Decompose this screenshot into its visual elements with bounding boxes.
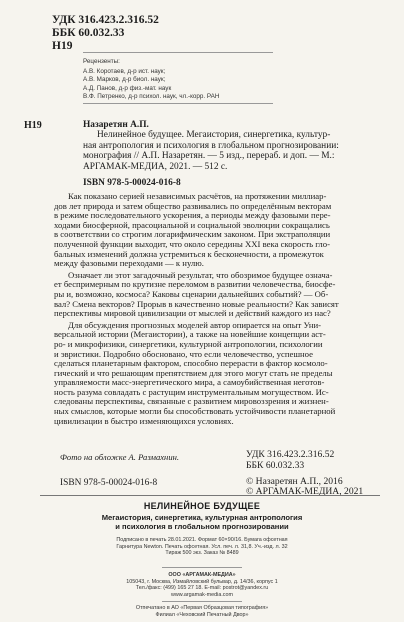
- annotation-line: Как показано серией независимых расчётов, на протяжении миллиар-: [68, 191, 327, 201]
- annotation-line: полученной функции выходит, что около середины XXI века скорость гло-: [54, 238, 330, 249]
- annotation-paragraph: [54, 271, 380, 319]
- print-details: [0, 537, 404, 557]
- annotation-line: версальной истории (Мегаистории), а также на новейшие концепции аст-: [54, 329, 326, 340]
- biblio-line: Нелинейное будущее. Мегаистория, синергетика, культур-: [97, 130, 331, 141]
- annotation-line: дов лет природа и затем общество развивались по определённым векторам: [54, 200, 332, 211]
- annotation-paragraph: [54, 321, 380, 427]
- cover-photo-credit: Фото на обложке А. Размахнин.: [60, 452, 180, 462]
- annotation-line: в режиме последовательного ускорения, а периоды между фазовыми пере-: [54, 210, 331, 221]
- annotation-line: перспективы мировой цивилизации от мыслей и действий каждого из нас?: [54, 308, 331, 319]
- edition-subtitle-line: Мегаистория, синергетика, культурная антропология: [101, 513, 303, 522]
- printer-line: Отпечатано в АО «Первая Образцовая типография»: [135, 605, 269, 611]
- annotation: [54, 192, 380, 428]
- reviewers-block: [83, 58, 219, 102]
- publisher-info: [0, 572, 404, 599]
- publisher-name: ООО «АРГАМАК-МЕДИА»: [168, 572, 236, 578]
- biblio-line: АРГАМАК-МЕДИА, 2021. — 512 с.: [83, 161, 228, 172]
- divider-reviewers: [83, 103, 273, 104]
- annotation-line: ры и, возможно, космоса? Каковы сценарии дальнейших событий? — Об-: [54, 288, 329, 299]
- reviewer-line: А.В. Марков, д-р биол. наук;: [83, 76, 166, 84]
- udk-code: УДК 316.423.2.316.52: [52, 14, 159, 26]
- printer-line: Филиал «Чеховский Печатный Двор»: [155, 611, 249, 618]
- isbn-bottom: ISBN 978-5-00024-016-8: [60, 478, 158, 488]
- copyright-author: © Назаретян А.П., 2016: [246, 476, 343, 487]
- divider-top: [83, 52, 273, 53]
- divider-publisher: [162, 567, 242, 568]
- divider-edition: [40, 495, 380, 496]
- printer-info: [0, 605, 404, 618]
- annotation-line: в соответствии со строгим логарифмическим законом. При экстраполяции: [54, 229, 331, 240]
- bibliographic-record: [83, 120, 375, 172]
- bottom-classification: [246, 450, 334, 471]
- edition-subtitle-line: и психология в глобальном прогнозировании: [115, 522, 289, 531]
- annotation-line: следованы перспективы, связанные с развитием мировоззрения и жизнен-: [54, 396, 329, 407]
- annotation-line: и эвристики. Подробно обосновано, что если человечество, успешное: [54, 348, 313, 359]
- bibliography-code: Н19: [24, 120, 42, 131]
- isbn-top: ISBN 978-5-00024-016-8: [83, 178, 181, 188]
- edition-subtitle: [0, 513, 404, 531]
- annotation-line: бальных изменений должна устремиться к бесконечности, а промежуток: [54, 248, 324, 259]
- annotation-line: ных смыслов, которые могли бы способствовать устойчивости планетарной: [54, 406, 336, 417]
- bbk-code: ББК 60.032.33: [52, 27, 125, 39]
- udk-code-bottom: УДК 316.423.2.316.52: [246, 449, 335, 460]
- reviewer-line: А.Д. Панов, д-р физ.-мат. наук: [83, 84, 172, 92]
- divider-printer: [162, 601, 242, 602]
- reviewer-line: В.Ф. Петренко, д-р психол. наук, чл.-корр. РАН: [83, 93, 220, 101]
- annotation-line: ность разума совладать с растущим инструментальным могуществом. Ис-: [54, 386, 329, 397]
- annotation-line: управляемости масс-энергетического мира, а самоубийственная неготов-: [54, 377, 325, 388]
- reviewer-line: А.В. Коротаев, д-р ист. наук;: [83, 67, 166, 75]
- publisher-website: www.argamak-media.com: [170, 592, 233, 599]
- reviewers-heading: Рецензенты:: [83, 58, 120, 65]
- print-line: Подписано в печать 28.01.2021. Формат 60×90/16. Бумага офсетная: [116, 537, 288, 543]
- author-mark: Н19: [52, 40, 73, 52]
- classification-codes: [52, 14, 159, 53]
- publisher-address: 105043, г. Москва, Измайловский бульвар, д. 14/36, корпус 1: [126, 578, 278, 585]
- annotation-line: между фазовыми переходами — к нулю.: [54, 258, 204, 269]
- copyright-publisher: © АРГАМАК-МЕДИА, 2021: [246, 486, 364, 498]
- publisher-contacts: Тел./факс: (499) 165 27 18. E-mail: postrot@yandex.ru: [135, 585, 269, 592]
- print-line: Тираж 500 экз. Заказ № 8489: [165, 550, 239, 557]
- edition-title: НЕЛИНЕЙНОЕ БУДУЩЕЕ: [143, 501, 261, 511]
- annotation-paragraph: [54, 192, 380, 269]
- annotation-line: ро- и микрофизики, синергетики, культурной антропологии, психологии: [54, 338, 323, 349]
- annotation-line: Для обсуждения прогнозных моделей автор опирается на опыт Уни-: [68, 319, 322, 330]
- annotation-line: ходами биосферной, прасоциальной и социальной эволюции сокращались: [54, 219, 330, 230]
- annotation-line: Означает ли этот загадочный результат, что обозримое будущее означа-: [68, 269, 333, 280]
- annotation-line: ет беспримерным по крутизне переломом в развитии человечества, биосфе-: [54, 279, 336, 290]
- author-name: Назаретян А.П.: [83, 120, 149, 130]
- biblio-line: монография // А.П. Назаретян. — 5 изд., перераб. и доп. — М.:: [83, 151, 335, 162]
- biblio-line: ная антропология и психология в глобальном прогнозировании:: [83, 140, 339, 151]
- annotation-line: сделаться планетарным фактором, способно перерасти в фактор космоло-: [54, 358, 328, 369]
- annotation-line: цивилизации в быстро изменяющихся условиях.: [54, 415, 234, 426]
- bbk-code-bottom: ББК 60.032.33: [246, 459, 305, 471]
- annotation-line: вал? Смена векторов? Прорыв в качественно новые реальности? Как зависят: [54, 298, 339, 309]
- print-line: Гарнитура Newton. Печать офсетная. Усл. печ. л. 31,8. Уч.-изд. л. 32: [116, 543, 288, 550]
- annotation-line: гический и что решающим препятствием для этого могут стать не пределы: [54, 367, 333, 378]
